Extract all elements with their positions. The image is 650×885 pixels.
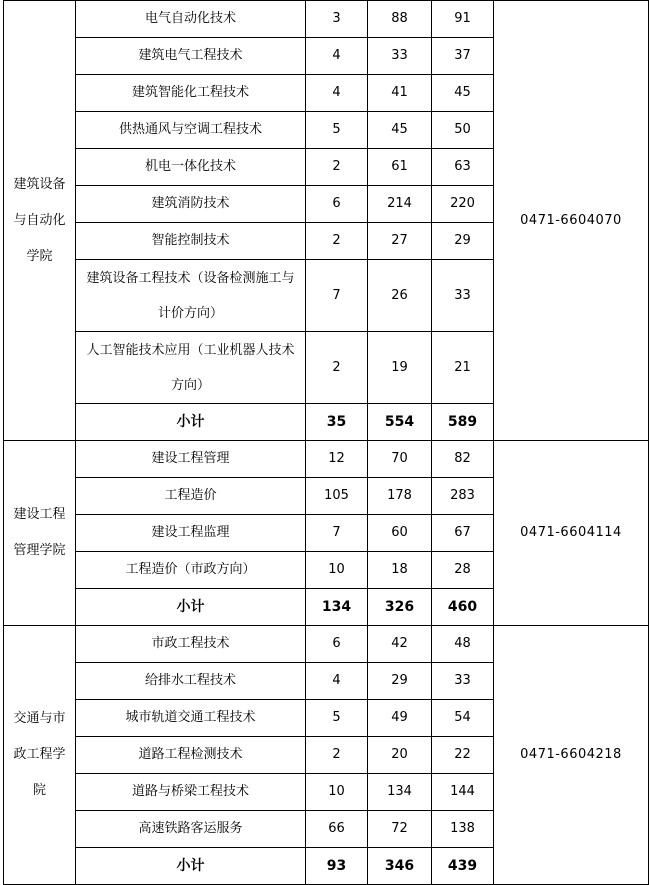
count-total-cell: 33 [432, 663, 494, 700]
count-total-cell: 50 [432, 112, 494, 149]
count-b-cell: 45 [368, 112, 432, 149]
college-name-line: 建筑设备 [13, 176, 66, 192]
count-b-cell: 134 [368, 774, 432, 811]
count-b-cell: 19 [368, 332, 432, 404]
count-total-cell: 144 [432, 774, 494, 811]
count-a-cell: 12 [306, 441, 368, 478]
major-cell: 建筑电气工程技术 [76, 38, 306, 75]
major-cell: 工程造价（市政方向） [76, 552, 306, 589]
count-b-cell: 42 [368, 626, 432, 663]
college-name-cell [4, 626, 76, 885]
major-cell: 建筑智能化工程技术 [76, 75, 306, 112]
major-cell [76, 332, 306, 404]
subtotal-total: 439 [432, 848, 494, 885]
count-a-cell: 6 [306, 186, 368, 223]
subtotal-a: 134 [306, 589, 368, 626]
table-body [4, 1, 649, 885]
college-name-line: 交通与市 [13, 711, 66, 726]
major-cell: 智能控制技术 [76, 223, 306, 260]
count-b-cell: 49 [368, 700, 432, 737]
major-cell: 建筑消防技术 [76, 186, 306, 223]
count-a-cell: 5 [306, 112, 368, 149]
major-cell [76, 260, 306, 332]
count-total-cell: 21 [432, 332, 494, 404]
major-cell: 机电一体化技术 [76, 149, 306, 186]
table-row [4, 441, 649, 478]
count-total-cell: 37 [432, 38, 494, 75]
major-line: 建筑设备工程技术（设备检测施工与 [86, 270, 295, 286]
count-b-cell: 88 [368, 1, 432, 38]
count-total-cell: 67 [432, 515, 494, 552]
count-a-cell: 2 [306, 223, 368, 260]
count-b-cell: 20 [368, 737, 432, 774]
major-cell: 市政工程技术 [76, 626, 306, 663]
count-total-cell: 220 [432, 186, 494, 223]
count-total-cell: 63 [432, 149, 494, 186]
count-a-cell: 3 [306, 1, 368, 38]
major-cell: 城市轨道交通工程技术 [76, 700, 306, 737]
count-total-cell: 54 [432, 700, 494, 737]
college-name-line: 院 [32, 783, 46, 798]
count-a-cell: 10 [306, 552, 368, 589]
subtotal-total: 589 [432, 404, 494, 441]
count-total-cell: 29 [432, 223, 494, 260]
count-total-cell: 283 [432, 478, 494, 515]
count-b-cell: 27 [368, 223, 432, 260]
table-row [4, 1, 649, 38]
count-b-cell: 178 [368, 478, 432, 515]
subtotal-b: 346 [368, 848, 432, 885]
major-cell: 工程造价 [76, 478, 306, 515]
subtotal-label: 小计 [76, 404, 306, 441]
count-total-cell: 91 [432, 1, 494, 38]
count-a-cell: 7 [306, 515, 368, 552]
count-b-cell: 41 [368, 75, 432, 112]
count-a-cell: 7 [306, 260, 368, 332]
count-total-cell: 138 [432, 811, 494, 848]
major-line: 人工智能技术应用（工业机器人技术 [86, 342, 295, 358]
phone-cell: 0471-6604070 [494, 1, 649, 441]
count-a-cell: 10 [306, 774, 368, 811]
college-name-cell [4, 1, 76, 441]
count-b-cell: 72 [368, 811, 432, 848]
phone-cell: 0471-6604114 [494, 441, 649, 626]
count-b-cell: 61 [368, 149, 432, 186]
count-total-cell: 82 [432, 441, 494, 478]
count-a-cell: 5 [306, 700, 368, 737]
major-cell: 建设工程监理 [76, 515, 306, 552]
subtotal-b: 326 [368, 589, 432, 626]
subtotal-label: 小计 [76, 848, 306, 885]
subtotal-b: 554 [368, 404, 432, 441]
count-a-cell: 4 [306, 38, 368, 75]
major-line: 计价方向） [157, 305, 223, 321]
count-b-cell: 29 [368, 663, 432, 700]
subtotal-a: 35 [306, 404, 368, 441]
subtotal-label: 小计 [76, 589, 306, 626]
count-total-cell: 45 [432, 75, 494, 112]
table-row [4, 626, 649, 663]
phone-cell: 0471-6604218 [494, 626, 649, 885]
count-a-cell: 2 [306, 332, 368, 404]
count-b-cell: 60 [368, 515, 432, 552]
major-cell: 电气自动化技术 [76, 1, 306, 38]
count-a-cell: 66 [306, 811, 368, 848]
major-cell: 高速铁路客运服务 [76, 811, 306, 848]
college-name-line: 学院 [26, 248, 53, 264]
college-name-line: 与自动化 [13, 212, 66, 228]
count-b-cell: 70 [368, 441, 432, 478]
count-b-cell: 26 [368, 260, 432, 332]
major-cell: 给排水工程技术 [76, 663, 306, 700]
count-a-cell: 2 [306, 737, 368, 774]
count-total-cell: 48 [432, 626, 494, 663]
major-cell: 道路工程检测技术 [76, 737, 306, 774]
subtotal-total: 460 [432, 589, 494, 626]
count-a-cell: 4 [306, 75, 368, 112]
count-total-cell: 22 [432, 737, 494, 774]
subtotal-a: 93 [306, 848, 368, 885]
enrollment-table [3, 0, 649, 885]
college-name-line: 管理学院 [13, 543, 66, 558]
college-name-cell [4, 441, 76, 626]
major-cell: 建设工程管理 [76, 441, 306, 478]
count-total-cell: 28 [432, 552, 494, 589]
count-a-cell: 105 [306, 478, 368, 515]
count-total-cell: 33 [432, 260, 494, 332]
count-a-cell: 4 [306, 663, 368, 700]
count-b-cell: 33 [368, 38, 432, 75]
college-name-line: 政工程学 [13, 747, 66, 762]
count-a-cell: 2 [306, 149, 368, 186]
major-line: 方向） [170, 377, 210, 393]
count-b-cell: 18 [368, 552, 432, 589]
count-b-cell: 214 [368, 186, 432, 223]
major-cell: 道路与桥梁工程技术 [76, 774, 306, 811]
count-a-cell: 6 [306, 626, 368, 663]
major-cell: 供热通风与空调工程技术 [76, 112, 306, 149]
college-name-line: 建设工程 [13, 507, 66, 522]
